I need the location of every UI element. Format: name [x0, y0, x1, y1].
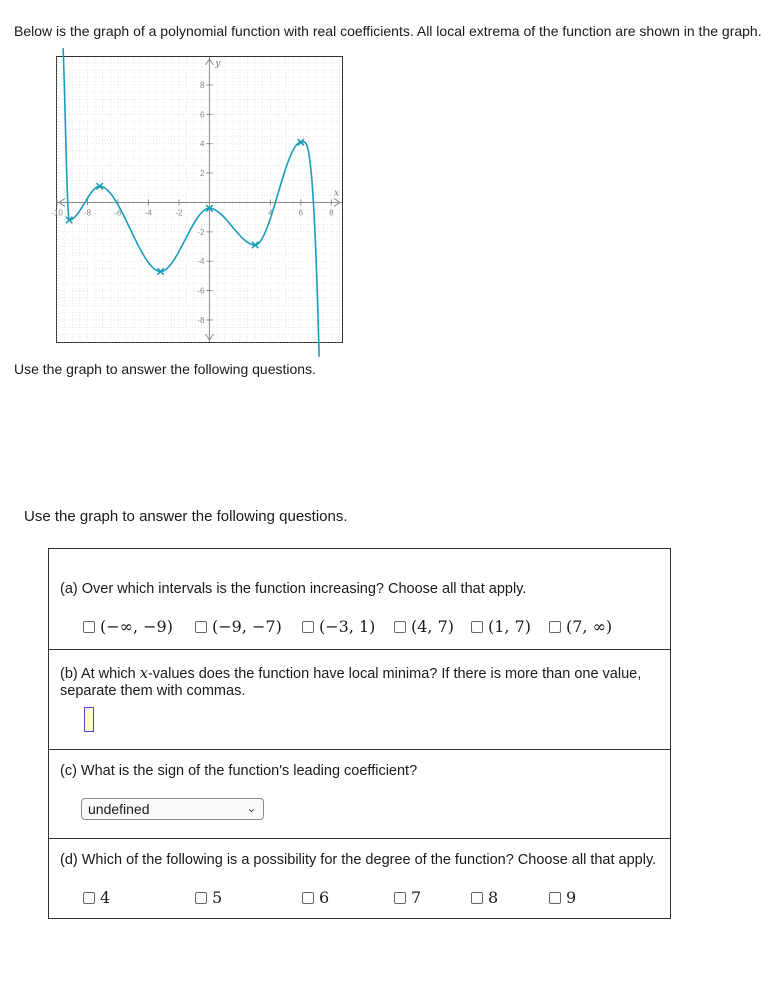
y-tick-label: -8 [197, 315, 205, 325]
question-c [49, 749, 670, 839]
instruction-main: Use the graph to answer the following questions. [24, 508, 348, 525]
checkbox[interactable] [394, 892, 406, 904]
y-tick-label: 6 [199, 110, 205, 120]
x-tick-label: 6 [298, 208, 304, 218]
x-tick-label: -6 [114, 208, 122, 218]
option-d-2[interactable]: 5 [195, 888, 222, 907]
y-tick-label: -4 [197, 257, 205, 267]
x-tick-label: -4 [144, 208, 153, 218]
question-c-text: (c) What is the sign of the function's leading coefficient? [60, 763, 418, 779]
local-minima-input[interactable] [84, 707, 94, 732]
option-a-4[interactable]: (4, 7) [394, 617, 454, 636]
question-d [49, 838, 670, 920]
checkbox[interactable] [195, 621, 207, 633]
y-tick-label: -6 [197, 286, 205, 296]
chevron-down-icon: ⌄ [246, 803, 256, 815]
checkbox[interactable] [83, 621, 95, 633]
intro-text: Below is the graph of a polynomial function with real coefficients. All local extrema of the function are shown in the graph. [14, 23, 762, 39]
question-b-text: (b) At which x-values does the function have local minima? If there is more than one value, separate them with commas. [60, 666, 642, 699]
checkbox[interactable] [83, 892, 95, 904]
y-tick-label: 2 [199, 169, 205, 179]
checkbox[interactable] [302, 621, 314, 633]
question-a [49, 549, 670, 650]
checkbox[interactable] [394, 621, 406, 633]
option-d-5[interactable]: 8 [471, 888, 498, 907]
option-d-3[interactable]: 6 [302, 888, 329, 907]
checkbox[interactable] [549, 621, 561, 633]
option-d-4[interactable]: 7 [394, 888, 421, 907]
y-axis-label: y [215, 59, 221, 69]
questions-panel [48, 548, 671, 919]
option-a-6[interactable]: (7, ∞) [549, 617, 612, 636]
y-tick-label: 4 [199, 139, 205, 149]
option-a-2[interactable]: (−9, −7) [195, 617, 282, 636]
leading-coefficient-select[interactable]: undefined ⌄ [81, 798, 264, 820]
option-d-6[interactable]: 9 [549, 888, 576, 907]
option-d-1[interactable]: 4 [83, 888, 110, 907]
x-tick-label: 4 [268, 208, 273, 218]
graph-canvas [51, 57, 342, 342]
checkbox[interactable] [549, 892, 561, 904]
question-b [49, 649, 670, 750]
x-axis-label: x [334, 188, 340, 199]
instruction-top: Use the graph to answer the following questions. [14, 361, 316, 377]
y-tick-label: 8 [199, 80, 205, 90]
checkbox[interactable] [302, 892, 314, 904]
x-tick-label: -2 [175, 208, 183, 218]
option-a-3[interactable]: (−3, 1) [302, 617, 375, 636]
checkbox[interactable] [195, 892, 207, 904]
question-d-text: (d) Which of the following is a possibility for the degree of the function? Choose all that apply. [60, 852, 657, 868]
checkbox[interactable] [471, 621, 483, 633]
question-a-text: (a) Over which intervals is the function increasing? Choose all that apply. [60, 581, 527, 597]
x-tick-label: -8 [83, 208, 92, 218]
polynomial-graph [51, 56, 343, 343]
checkbox[interactable] [471, 892, 483, 904]
x-tick-label: -10 [51, 208, 63, 218]
option-a-5[interactable]: (1, 7) [471, 617, 531, 636]
y-tick-label: -2 [197, 227, 205, 237]
option-a-1[interactable]: (−∞, −9) [83, 617, 173, 636]
x-tick-label: 8 [329, 208, 334, 218]
